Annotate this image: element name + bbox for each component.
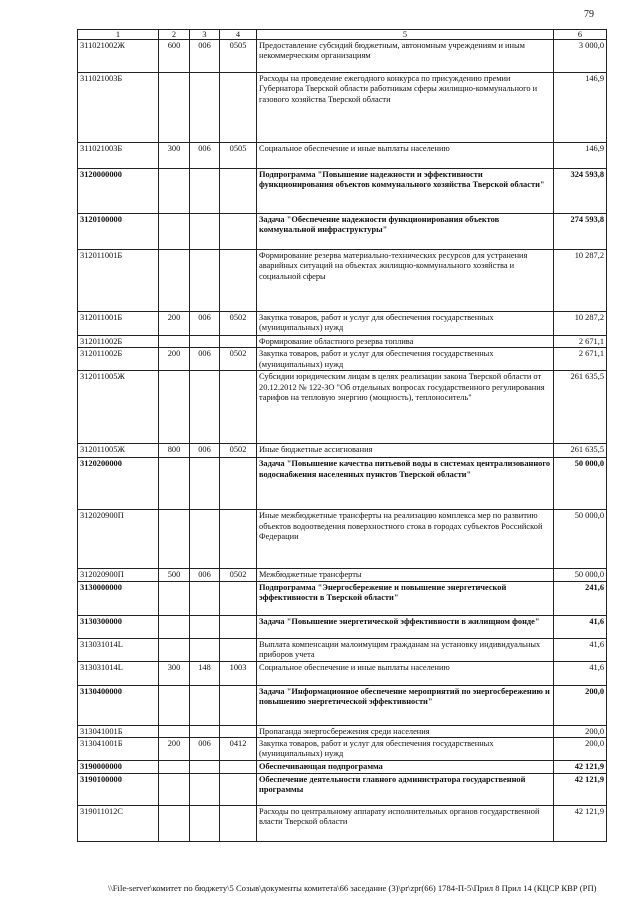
administrator-cell: 006 xyxy=(190,737,220,760)
expense-type-cell: 300 xyxy=(159,661,190,685)
amount-cell: 200,0 xyxy=(554,725,607,737)
section-cell: 0412 xyxy=(220,737,257,760)
section-cell xyxy=(220,760,257,773)
target-code-cell: 313041001Б xyxy=(78,725,159,737)
table-row xyxy=(78,250,607,312)
item-name-cell: Предоставление субсидий бюджетным, автономным учреждениям и иным некоммерческим организациям xyxy=(257,40,554,73)
item-name-cell: Задача "Повышение энергетической эффективности в жилищном фонде" xyxy=(257,615,554,638)
expense-type-cell xyxy=(159,685,190,725)
expense-type-cell: 600 xyxy=(159,40,190,73)
table-row xyxy=(78,169,607,214)
table-row xyxy=(78,348,607,371)
table-row xyxy=(78,214,607,250)
administrator-cell: 006 xyxy=(190,40,220,73)
amount-cell: 50 000,0 xyxy=(554,510,607,569)
administrator-cell: 006 xyxy=(190,444,220,458)
item-name-cell: Иные бюджетные ассигнования xyxy=(257,444,554,458)
amount-cell: 50 000,0 xyxy=(554,569,607,581)
item-name-cell: Задача "Обеспечение надежности функционирования объектов коммунальной инфраструктуры" xyxy=(257,214,554,250)
item-name-cell: Иные межбюджетные трансферты на реализацию комплекса мер по развитию объектов водоотведения поверхностного стока в городах субъектов Российской Федерации xyxy=(257,510,554,569)
expense-type-cell xyxy=(159,725,190,737)
target-code-cell: 3130000000 xyxy=(78,581,159,615)
administrator-cell: 006 xyxy=(190,348,220,371)
section-cell xyxy=(220,725,257,737)
item-name-cell: Формирование резерва материально-технических ресурсов для устранения аварийных ситуаций на объектах жилищно-коммунального хозяйства и социальной сферы xyxy=(257,250,554,312)
administrator-cell xyxy=(190,581,220,615)
target-code-cell: 312020900П xyxy=(78,569,159,581)
expense-type-cell xyxy=(159,73,190,143)
table-row xyxy=(78,725,607,737)
table-row xyxy=(78,661,607,685)
amount-cell: 324 593,8 xyxy=(554,169,607,214)
target-code-cell: 312011001Б xyxy=(78,312,159,336)
expense-type-cell: 800 xyxy=(159,444,190,458)
target-code-cell: 313031014L xyxy=(78,661,159,685)
expense-type-cell xyxy=(159,510,190,569)
item-name-cell: Социальное обеспечение и иные выплаты населению xyxy=(257,143,554,169)
table-row xyxy=(78,510,607,569)
expense-type-cell: 300 xyxy=(159,143,190,169)
target-code-cell: 3120000000 xyxy=(78,169,159,214)
administrator-cell xyxy=(190,214,220,250)
section-cell xyxy=(220,805,257,841)
amount-cell: 261 635,5 xyxy=(554,444,607,458)
table-row xyxy=(78,371,607,444)
amount-cell: 42 121,9 xyxy=(554,773,607,805)
administrator-cell xyxy=(190,458,220,510)
target-code-cell: 312011002Б xyxy=(78,348,159,371)
target-code-cell: 313041001Б xyxy=(78,737,159,760)
amount-cell: 261 635,5 xyxy=(554,371,607,444)
table-row xyxy=(78,40,607,73)
administrator-cell xyxy=(190,336,220,348)
expense-type-cell: 200 xyxy=(159,348,190,371)
table-row xyxy=(78,773,607,805)
amount-cell: 274 593,8 xyxy=(554,214,607,250)
section-cell xyxy=(220,685,257,725)
amount-cell: 146,9 xyxy=(554,73,607,143)
section-cell xyxy=(220,169,257,214)
administrator-cell xyxy=(190,615,220,638)
section-cell xyxy=(220,250,257,312)
table-row xyxy=(78,336,607,348)
page-number: 79 xyxy=(584,9,594,20)
table-row xyxy=(78,569,607,581)
section-cell xyxy=(220,638,257,661)
section-cell xyxy=(220,510,257,569)
expense-type-cell: 200 xyxy=(159,312,190,336)
target-code-cell: 312020900П xyxy=(78,510,159,569)
administrator-cell xyxy=(190,805,220,841)
column-header: 5 xyxy=(257,30,554,40)
expense-type-cell xyxy=(159,581,190,615)
administrator-cell: 148 xyxy=(190,661,220,685)
item-name-cell: Задача "Повышение качества питьевой воды в системах централизованного водоснабжения населенных пунктов Тверской области" xyxy=(257,458,554,510)
table-row xyxy=(78,760,607,773)
target-code-cell: 3190100000 xyxy=(78,773,159,805)
expense-type-cell xyxy=(159,615,190,638)
item-name-cell: Закупка товаров, работ и услуг для обеспечения государственных (муниципальных) нужд xyxy=(257,312,554,336)
amount-cell: 200,0 xyxy=(554,685,607,725)
table-row xyxy=(78,805,607,841)
administrator-cell xyxy=(190,510,220,569)
item-name-cell: Расходы на проведение ежегодного конкурса по присуждению премии Губернатора Тверской области работникам сферы жилищно-коммунального и газового хозяйства Тверской области xyxy=(257,73,554,143)
amount-cell: 50 000,0 xyxy=(554,458,607,510)
administrator-cell: 006 xyxy=(190,312,220,336)
amount-cell: 41,6 xyxy=(554,661,607,685)
administrator-cell xyxy=(190,371,220,444)
expense-type-cell xyxy=(159,773,190,805)
expense-type-cell xyxy=(159,214,190,250)
administrator-cell xyxy=(190,725,220,737)
administrator-cell xyxy=(190,760,220,773)
item-name-cell: Закупка товаров, работ и услуг для обеспечения государственных (муниципальных) нужд xyxy=(257,737,554,760)
expense-type-cell xyxy=(159,805,190,841)
amount-cell: 3 000,0 xyxy=(554,40,607,73)
item-name-cell: Обеспечивающая подпрограмма xyxy=(257,760,554,773)
expense-type-cell: 500 xyxy=(159,569,190,581)
section-cell: 1003 xyxy=(220,661,257,685)
table-row xyxy=(78,581,607,615)
amount-cell: 2 671,1 xyxy=(554,348,607,371)
target-code-cell: 311021002Ж xyxy=(78,40,159,73)
amount-cell: 2 671,1 xyxy=(554,336,607,348)
target-code-cell: 312011005Ж xyxy=(78,444,159,458)
amount-cell: 10 287,2 xyxy=(554,312,607,336)
budget-table xyxy=(77,29,607,842)
target-code-cell: 313031014L xyxy=(78,638,159,661)
administrator-cell xyxy=(190,169,220,214)
target-code-cell: 311021003Б xyxy=(78,143,159,169)
administrator-cell xyxy=(190,685,220,725)
target-code-cell: 312011001Б xyxy=(78,250,159,312)
file-path-footer: \\File-server\комитет по бюджету\5 Созыв\документы комитета\66 заседание (3)\pr\zpr(66) 1784-П-5\Прил 8 Прил 14 (КЦСР КВР (РП) xyxy=(108,883,597,893)
table-row xyxy=(78,444,607,458)
amount-cell: 41,6 xyxy=(554,638,607,661)
target-code-cell: 312011002Б xyxy=(78,336,159,348)
expense-type-cell xyxy=(159,371,190,444)
section-cell: 0502 xyxy=(220,348,257,371)
expense-type-cell xyxy=(159,250,190,312)
item-name-cell: Выплата компенсации малоимущим гражданам на установку индивидуальных приборов учета xyxy=(257,638,554,661)
table-row xyxy=(78,685,607,725)
expense-type-cell xyxy=(159,336,190,348)
section-cell xyxy=(220,336,257,348)
amount-cell: 41,6 xyxy=(554,615,607,638)
table-header-row xyxy=(78,30,607,40)
target-code-cell: 312011005Ж xyxy=(78,371,159,444)
table-row xyxy=(78,737,607,760)
target-code-cell: 311021003Б xyxy=(78,73,159,143)
expense-type-cell xyxy=(159,458,190,510)
column-header: 1 xyxy=(78,30,159,40)
amount-cell: 241,6 xyxy=(554,581,607,615)
amount-cell: 42 121,9 xyxy=(554,760,607,773)
section-cell xyxy=(220,773,257,805)
section-cell xyxy=(220,73,257,143)
item-name-cell: Пропаганда энергосбережения среди населения xyxy=(257,725,554,737)
section-cell: 0505 xyxy=(220,143,257,169)
target-code-cell: 3130400000 xyxy=(78,685,159,725)
expense-type-cell: 200 xyxy=(159,737,190,760)
administrator-cell: 006 xyxy=(190,143,220,169)
section-cell xyxy=(220,581,257,615)
item-name-cell: Субсидии юридическим лицам в целях реализации закона Тверской области от 20.12.2012 № 122-ЗО "Об отдельных вопросах государственного регулирования тарифов на тепловую энергию (мощность), теплоноситель" xyxy=(257,371,554,444)
table-row xyxy=(78,73,607,143)
item-name-cell: Задача "Информационное обеспечение мероприятий по энергосбережению и повышению энергетической эффективности" xyxy=(257,685,554,725)
table-row xyxy=(78,458,607,510)
administrator-cell xyxy=(190,250,220,312)
table-row xyxy=(78,615,607,638)
item-name-cell: Закупка товаров, работ и услуг для обеспечения государственных (муниципальных) нужд xyxy=(257,348,554,371)
target-code-cell: 319011012С xyxy=(78,805,159,841)
item-name-cell: Подпрограмма "Повышение надежности и эффективности функционирования объектов коммунального хозяйства Тверской области" xyxy=(257,169,554,214)
administrator-cell: 006 xyxy=(190,569,220,581)
administrator-cell xyxy=(190,73,220,143)
amount-cell: 42 121,9 xyxy=(554,805,607,841)
table-row xyxy=(78,312,607,336)
amount-cell: 146,9 xyxy=(554,143,607,169)
amount-cell: 200,0 xyxy=(554,737,607,760)
section-cell xyxy=(220,458,257,510)
target-code-cell: 3120200000 xyxy=(78,458,159,510)
expense-type-cell xyxy=(159,638,190,661)
section-cell: 0502 xyxy=(220,444,257,458)
item-name-cell: Социальное обеспечение и иные выплаты населению xyxy=(257,661,554,685)
section-cell: 0502 xyxy=(220,312,257,336)
expense-type-cell xyxy=(159,760,190,773)
target-code-cell: 3190000000 xyxy=(78,760,159,773)
section-cell xyxy=(220,214,257,250)
column-header: 4 xyxy=(220,30,257,40)
section-cell xyxy=(220,371,257,444)
item-name-cell: Расходы по центральному аппарату исполнительных органов государственной власти Тверской области xyxy=(257,805,554,841)
administrator-cell xyxy=(190,638,220,661)
section-cell: 0502 xyxy=(220,569,257,581)
table-row xyxy=(78,143,607,169)
item-name-cell: Межбюджетные трансферты xyxy=(257,569,554,581)
item-name-cell: Формирование областного резерва топлива xyxy=(257,336,554,348)
item-name-cell: Обеспечение деятельности главного администратора государственной программы xyxy=(257,773,554,805)
target-code-cell: 3130300000 xyxy=(78,615,159,638)
expense-type-cell xyxy=(159,169,190,214)
table-row xyxy=(78,638,607,661)
amount-cell: 10 287,2 xyxy=(554,250,607,312)
target-code-cell: 3120100000 xyxy=(78,214,159,250)
column-header: 2 xyxy=(159,30,190,40)
column-header: 3 xyxy=(190,30,220,40)
item-name-cell: Подпрограмма "Энергосбережение и повышение энергетической эффективности в Тверской области" xyxy=(257,581,554,615)
column-header: 6 xyxy=(554,30,607,40)
section-cell: 0505 xyxy=(220,40,257,73)
section-cell xyxy=(220,615,257,638)
administrator-cell xyxy=(190,773,220,805)
